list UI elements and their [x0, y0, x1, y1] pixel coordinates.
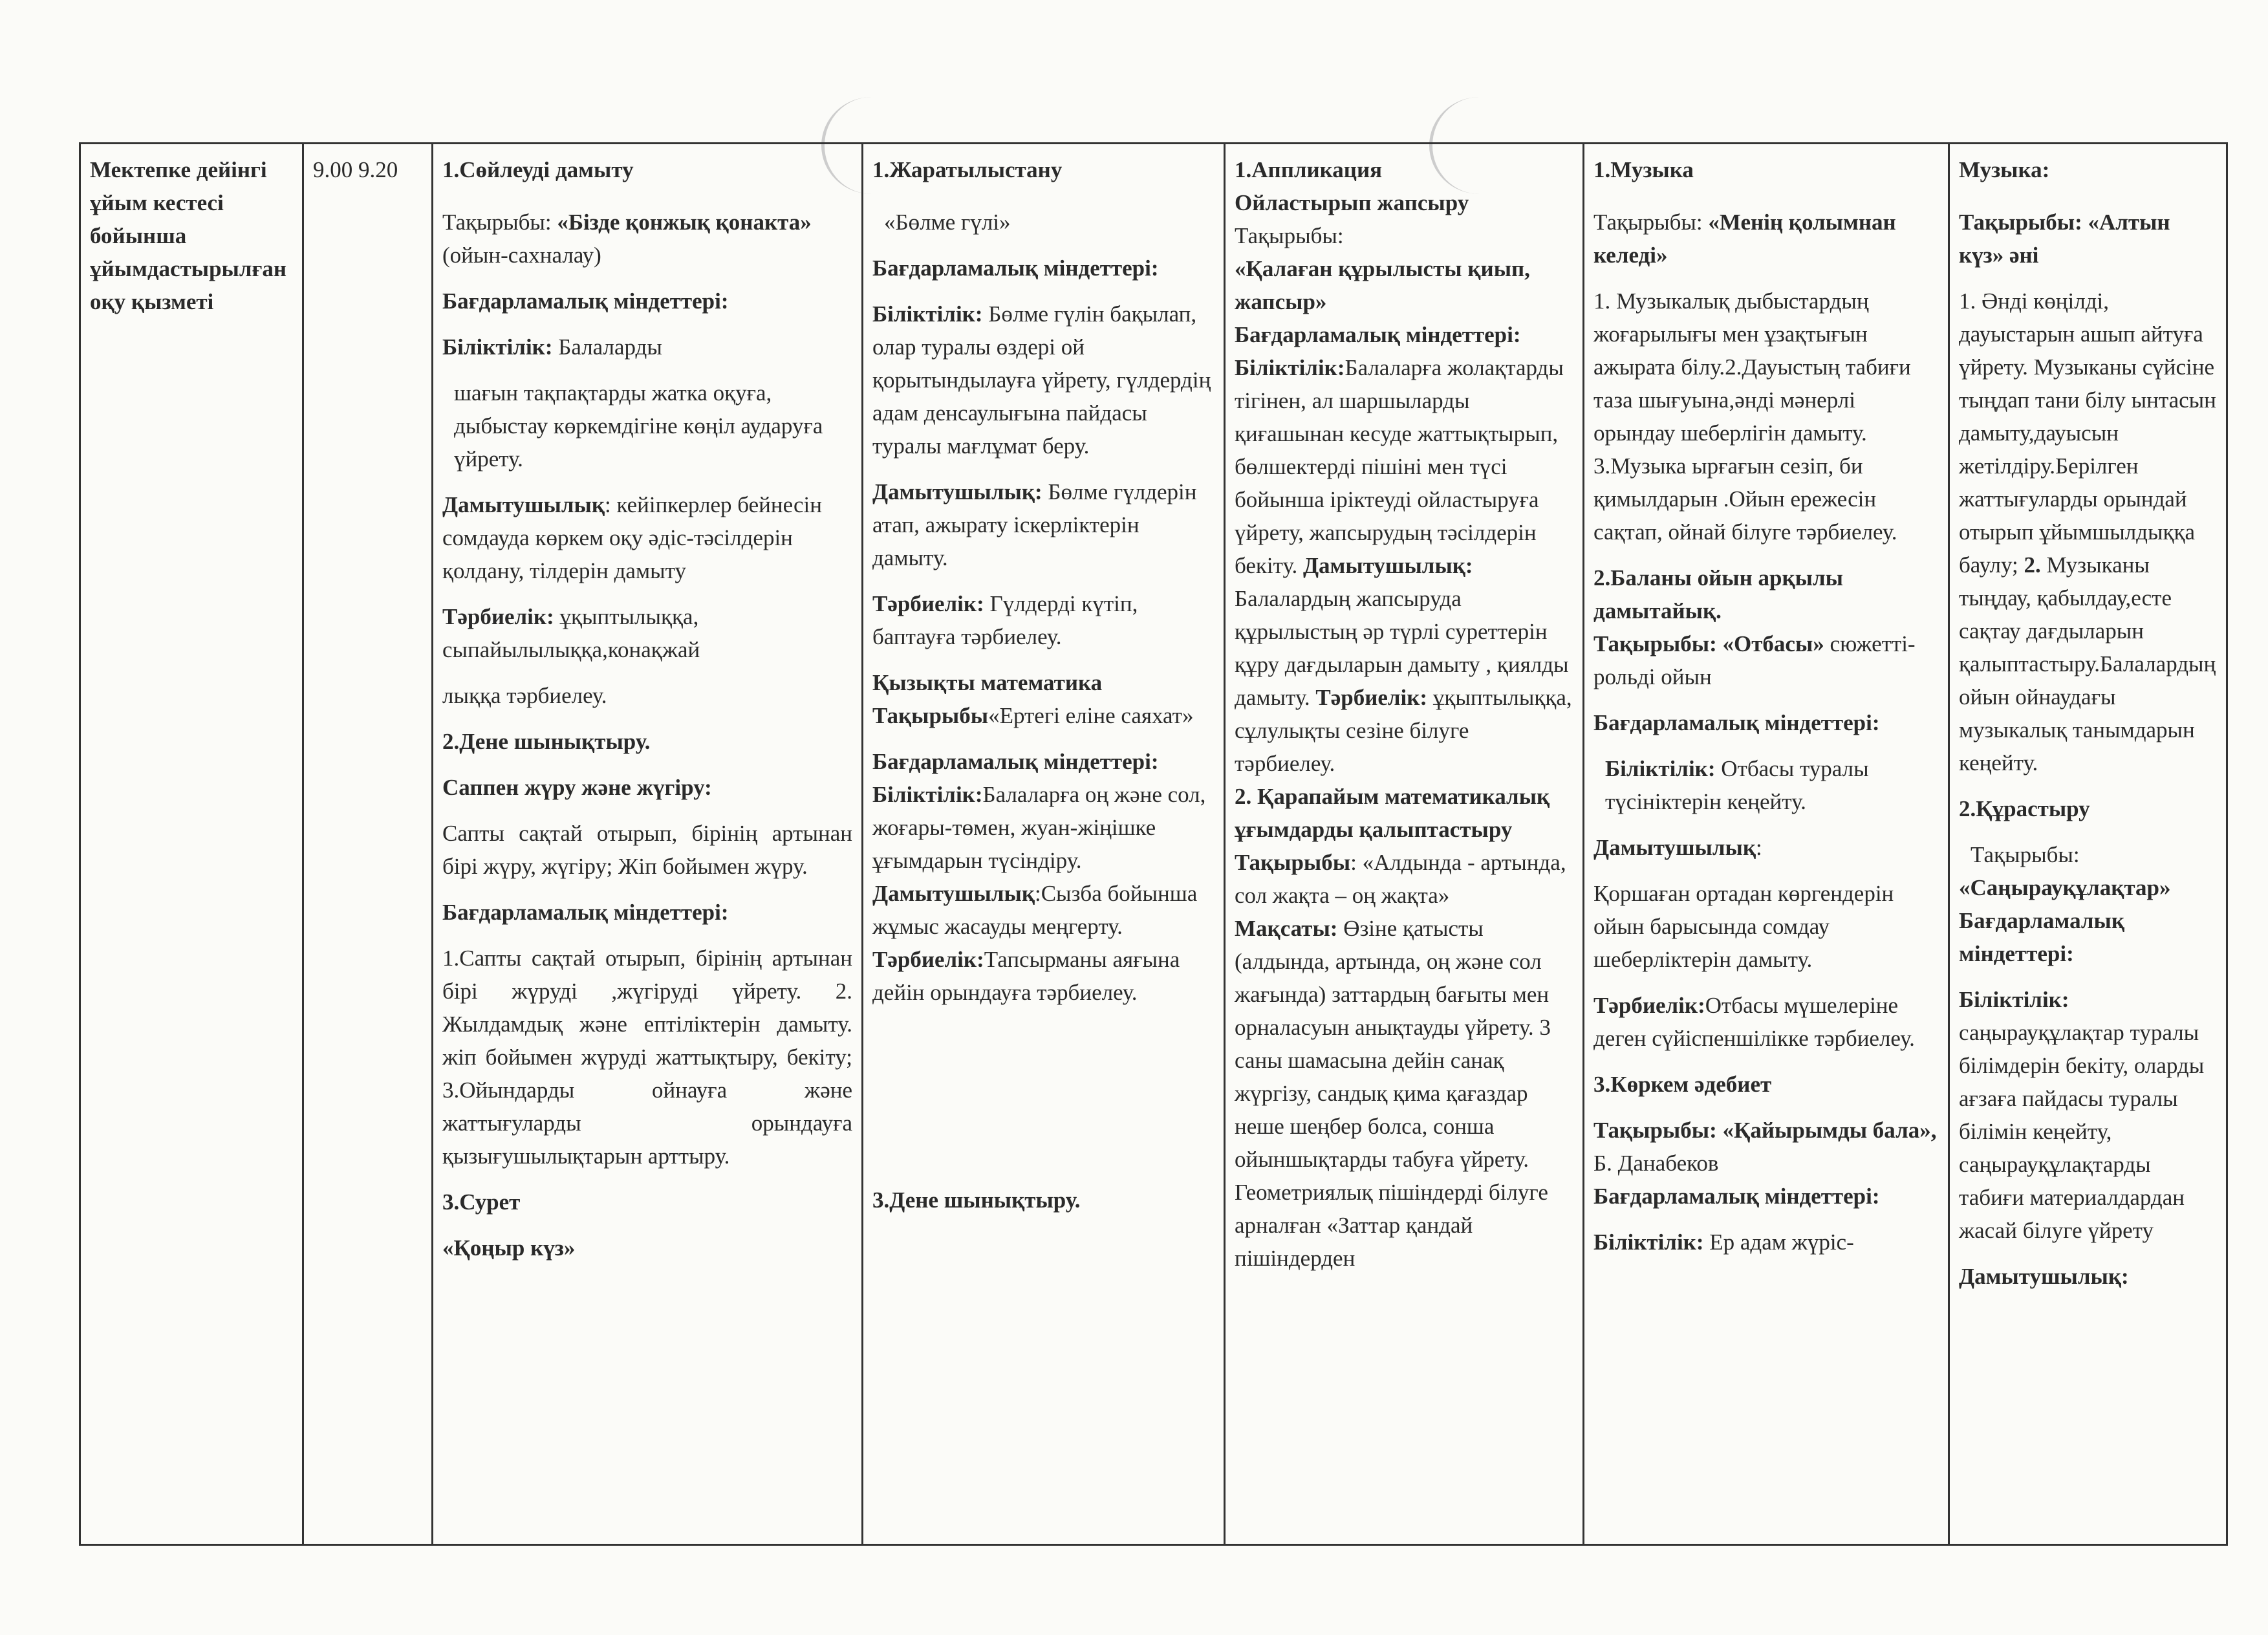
- day-column-2: [863, 144, 1225, 1545]
- skill-text: Біліктілік:Балаларға оң және сол, жоғары-төмен, жуан-жіңішке ұғымдарын түсіндіру.: [872, 782, 1206, 873]
- lesson-title: 2.Баланы ойын арқылы дамытайық.: [1593, 565, 1843, 623]
- time-cell: [303, 144, 433, 1545]
- theme-label: Тақырыбы:: [1235, 223, 1344, 248]
- tasks-heading: Бағдарламалық міндеттері:: [442, 900, 729, 925]
- education-text: Тәрбиелік:Тапсырманы аяғына дейін орындауға тәрбиелеу.: [872, 947, 1180, 1005]
- day-column-4: [1584, 144, 1949, 1545]
- day-column-3: [1225, 144, 1584, 1545]
- tasks-list: 1. Музыкалық дыбыстардың жоғарылығы мен ұзақтығын ажырата білу.2.Дауыстың табиғи таза шығуына,әнді мәнерлі орындау шеберлігін дамыту. 3.Музыка ырғағын сезіп, би қимылдарын .Ойын ережесін сақтап, ойнай білуге тәрбиелеу.: [1593, 288, 1911, 545]
- theme-label: Тақырыбы:: [1971, 842, 2080, 867]
- skill-text: Біліктілік: Отбасы туралы түсініктерін кеңейту.: [1605, 756, 1869, 814]
- education-text: Тәрбиелік: Гүлдерді күтіп, баптауға тәрбиелеу.: [872, 591, 1138, 649]
- lesson-theme: Тақырыбы: «Алдында - артында, сол жақта – оң жақта»: [1235, 850, 1566, 908]
- development-text: Дамытушылық:Сызба бойынша жұмыс жасауды меңгерту.: [872, 881, 1198, 939]
- skill-text: Біліктілік:Балаларға жолақтарды тігінен, ал шаршыларды қиғашынан кесуде жаттықтырып, бөлшектерді пішіні мен түсі бойынша іріктеуді ойластыруға үйрету, жапсырудың тәсілдерін бекіту. Дамытушылық: Балалардың жапсыруда құрылыстың әр түрлі суреттерін құру дағдыларын дамыту , қиялды дамыту. Тәрбиелік: ұқыптылыққа, сұлулықты сезіне білуге тәрбиелеу.: [1235, 355, 1572, 776]
- tasks-heading: Бағдарламалық міндеттері:: [1593, 1184, 1880, 1209]
- lesson-title: 1.Жаратылыстану: [872, 157, 1063, 182]
- lesson-title: 1.Сөйлеуді дамыту: [442, 157, 634, 182]
- lesson-title: 2. Қарапайым математикалық ұғымдарды қалыптастыру: [1235, 784, 1550, 842]
- lesson-title: Қызықты математика: [872, 670, 1103, 695]
- skill-text: Біліктілік: Балаларды: [442, 334, 662, 360]
- lesson-title: 2.Құрастыру: [1959, 796, 2090, 821]
- row-label: Мектепке дейінгі ұйым кестесі бойынша ұйымдастырылған оқу қызметі: [90, 157, 287, 314]
- lesson-title: 1.Музыка: [1593, 157, 1694, 182]
- lesson-title: 1.Аппликация: [1235, 157, 1383, 182]
- development-text: Қоршаған ортадан көргендерін ойын барысында сомдау шеберліктерін дамыту.: [1593, 881, 1894, 972]
- skill-continuation: шағын тақпақтарды жатка оқуға, дыбыстау көркемдігіне көңіл аударуға үйрету.: [454, 380, 823, 471]
- lesson-theme: «Қалаған құрылысты қиып, жапсыр»: [1235, 256, 1530, 314]
- day-column-1: [433, 144, 863, 1545]
- lesson-subtitle: Ойластырып жапсыру: [1235, 190, 1469, 215]
- education-text: Тәрбиелік:Отбасы мүшелеріне деген сүйіспеншілікке тәрбиелеу.: [1593, 993, 1915, 1051]
- development-text: Дамытушылық: Бөлме гүлдерін атап, ажырату іскерліктерін дамыту.: [872, 479, 1197, 570]
- day-column-5: [1949, 144, 2227, 1545]
- education-text: Тәрбиелік: ұқыптылыққа, сыпайылылыққа,конақжай: [442, 604, 700, 662]
- lesson-theme: Тақырыбы: «Отбасы» сюжетті-рольді ойын: [1593, 631, 1916, 689]
- development-heading: Дамытушылық:: [1593, 835, 1762, 860]
- tasks-heading: Бағдарламалық міндеттері:: [872, 749, 1159, 774]
- row-label-cell: [80, 144, 303, 1545]
- skill-text: Біліктілік: Ер адам жүріс-: [1593, 1229, 1854, 1255]
- lesson-title: 3.Сурет: [442, 1189, 521, 1215]
- table-row: [80, 144, 2227, 1545]
- lesson-theme: «Бөлме гүлі»: [884, 210, 1011, 235]
- development-heading: Дамытушылық:: [1959, 1264, 2129, 1289]
- tasks-heading: Бағдарламалық міндеттері:: [872, 255, 1159, 281]
- skill-heading: Біліктілік:: [1959, 987, 2069, 1012]
- lesson-theme: Тақырыбы: «Қайырымды бала», Б. Данабеков: [1593, 1118, 1937, 1176]
- skill-text: саңырауқұлақтар туралы білімдерін бекіту, оларды ағзаға пайдасы туралы білімін кеңейту, саңырауқұлақтарды табиғи материалдардан жасай білуге үйрету: [1959, 1020, 2205, 1243]
- aim-text: Мақсаты: Өзіне қатысты (алдында, артында, оң және сол жағында) заттардың бағыты мен орналасуын анықтауды үйрету. 3 саны шамасына дейін санақ жүргізу, сандық қима қағаздар неше шеңбер болса, сонша ойыншықтарды табуға үйрету. Геометриялық пішіндерді білуге арналған «Заттар қандай пішіндерден: [1235, 916, 1551, 1271]
- lesson-theme: «Саңырауқұлақтар»: [1959, 875, 2171, 900]
- education-continuation: лыққа тәрбиелеу.: [442, 683, 607, 708]
- development-text: Дамытушылық: кейіпкерлер бейнесін сомдауда көркем оқу әдіс-тәсілдерін қолдану, тілдерін дамыту: [442, 492, 823, 583]
- tasks-heading: Бағдарламалық міндеттері:: [1593, 710, 1880, 735]
- lesson-title: 2.Дене шынықтыру.: [442, 729, 651, 754]
- lesson-subtitle: Саппен жүру және жүгіру:: [442, 775, 712, 800]
- skill-text: Біліктілік: Бөлме гүлін бақылап, олар туралы өздері ой қорытындылауға үйрету, гүлдердің адам денсаулығына пайдасы туралы мағлұмат беру.: [872, 301, 1211, 459]
- tasks-list: 1. Әнді көңілді, дауыстарын ашып айтуға үйрету. Музыканы сүйсіне тыңдап тани білу ынтасын дамыту,дауысын жетілдіру.Берілген жаттығуларды орындай отырып ұйымшылдыққа баулу; 2. Музыканы тыңдау, қабылдау,есте сақтау дағдыларын қалыптастыру.Балалардың ойын ойнаудағы музыкалық танымдарын кеңейту.: [1959, 288, 2216, 775]
- lesson-text: Сапты сақтай отырып, бірінің артынан бірі жүру, жүгіру; Жіп бойымен жүру.: [442, 821, 852, 879]
- lesson-title: 3.Дене шынықтыру.: [872, 1187, 1081, 1213]
- lesson-theme: «Қоңыр күз»: [442, 1235, 576, 1261]
- schedule-table: [79, 142, 2228, 1546]
- lesson-title: 3.Көркем әдебиет: [1593, 1072, 1772, 1097]
- time-value: 9.00 9.20: [313, 157, 398, 182]
- tasks-heading: Бағдарламалық міндеттері:: [1959, 908, 2125, 966]
- tasks-heading: Бағдарламалық міндеттері:: [1235, 322, 1521, 347]
- tasks-heading: Бағдарламалық міндеттері:: [442, 288, 729, 314]
- lesson-theme: Тақырыбы: «Менің қолымнан келеді»: [1593, 210, 1896, 268]
- tasks-list: 1.Сапты сақтай отырып, бірінің артынан бірі жүруді ,жүгіруді үйрету. 2. Жылдамдық және ептіліктерін дамыту. жіп бойымен жүруді жаттықтыру, бекіту; 3.Ойындарды ойнауға және жаттығуларды орындауға қызығушылықтарын арттыру.: [442, 946, 852, 1169]
- lesson-theme: Тақырыбы«Ертегі еліне саяхат»: [872, 703, 1194, 728]
- lesson-title: Музыка:: [1959, 157, 2050, 182]
- lesson-theme: Тақырыбы: «Алтын күз» әні: [1959, 210, 2170, 268]
- lesson-theme: Тақырыбы: «Бізде қонжық қонакта» (ойын-сахналау): [442, 210, 812, 268]
